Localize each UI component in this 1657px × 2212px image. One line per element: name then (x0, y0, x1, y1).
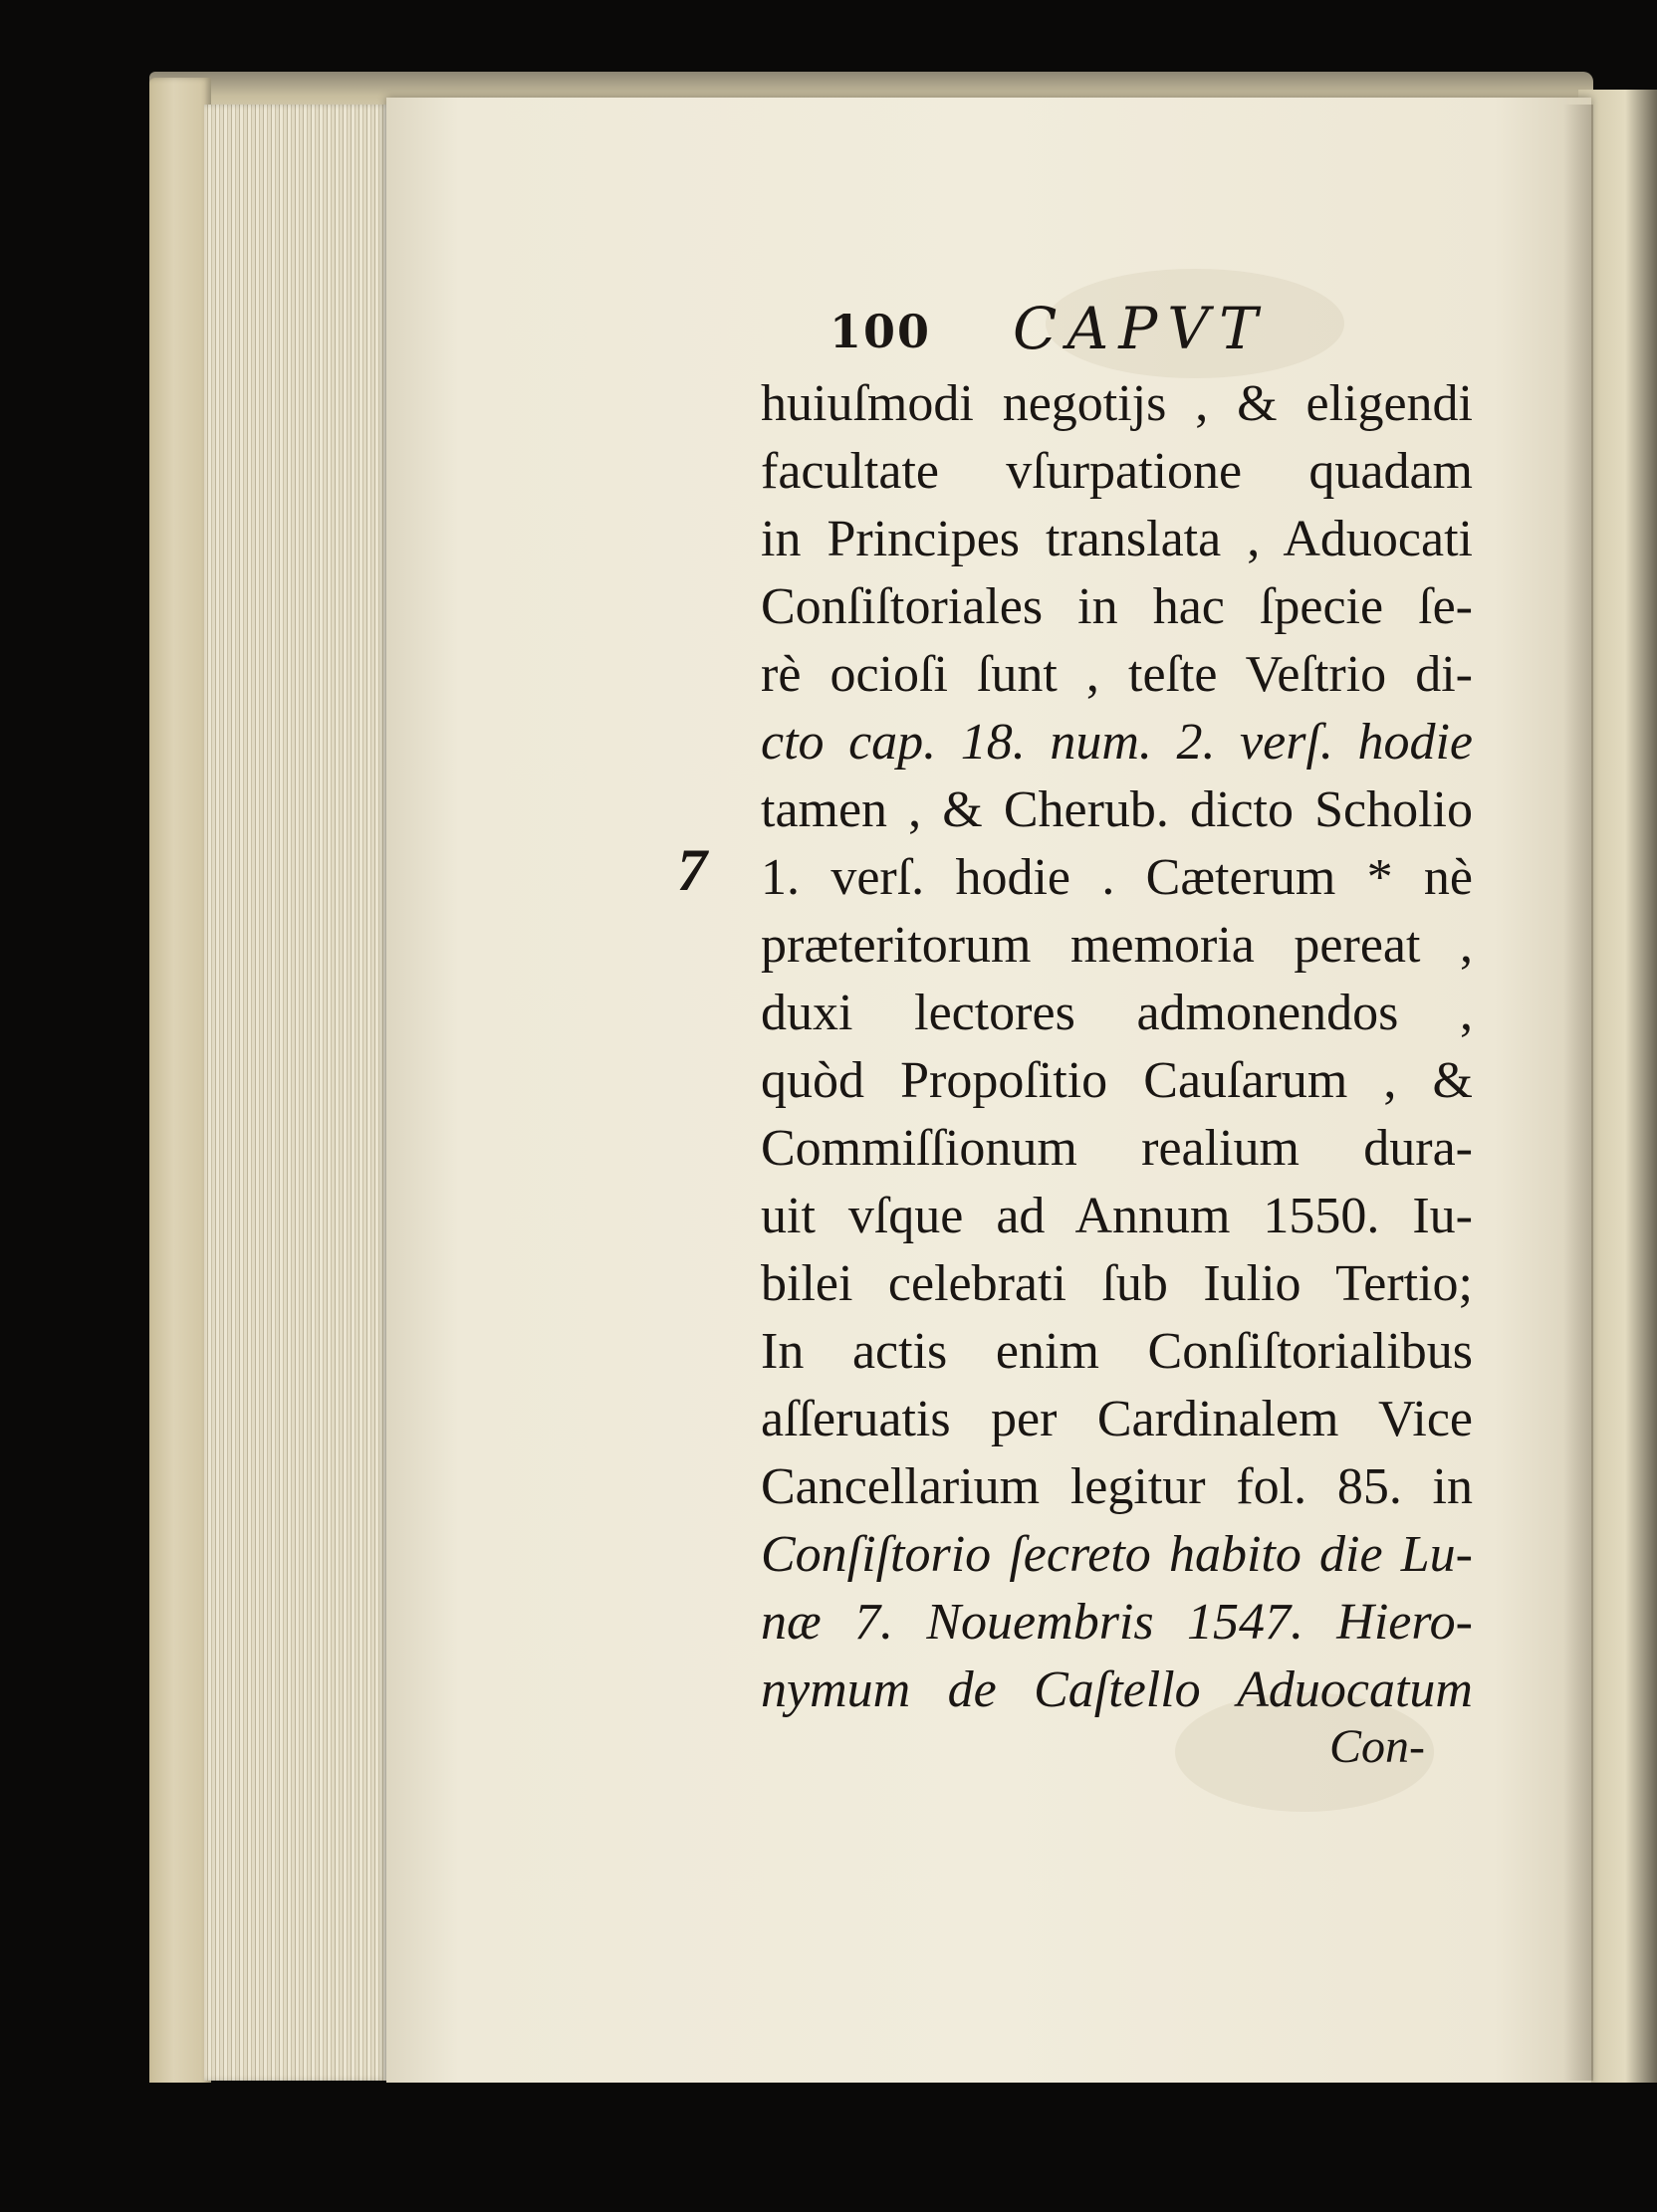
text-line: nymum de Caſtello Aduocatum (761, 1661, 1473, 1718)
text-line: Commiſſionum realium dura- (761, 1120, 1473, 1177)
text-block (761, 370, 1473, 1724)
text-line: huiuſmodi negotijs , & eligendi (761, 375, 1473, 432)
text-line: in Principes translata , Aduocati (761, 511, 1473, 567)
text-line: quòd Propoſitio Cauſarum , & (761, 1052, 1473, 1109)
text-line: tamen , & Cherub. dicto Scholio (761, 781, 1473, 838)
text-line: uit vſque ad Annum 1550. Iu- (761, 1188, 1473, 1244)
text-line: næ 7. Nouembris 1547. Hiero- (761, 1594, 1473, 1651)
bottom-background (149, 2083, 1657, 2212)
text-line: Cancellarium legitur fol. 85. in (761, 1458, 1473, 1515)
text-line: 1. verſ. hodie . Cæterum * nè (761, 849, 1473, 906)
text-line: duxi lectores admonendos , (761, 985, 1473, 1041)
text-line: In actis enim Conſiſtorialibus (761, 1323, 1473, 1380)
text-line: præteritorum memoria pereat , (761, 917, 1473, 974)
page-gutter-shadow (1563, 105, 1593, 2081)
text-line: cto cap. 18. num. 2. verſ. hodie (761, 714, 1473, 771)
page-edges (204, 105, 388, 2081)
book-cover-left (149, 78, 211, 2089)
text-line: aſſeruatis per Cardinalem Vice (761, 1391, 1473, 1447)
catchword: Con- (1329, 1720, 1425, 1773)
margin-note: 7 (677, 837, 707, 903)
text-line: facultate vſurpatione quadam (761, 443, 1473, 500)
text-line: rè ocioſi ſunt , teſte Veſtrio di- (761, 646, 1473, 703)
text-line: bilei celebrati ſub Iulio Tertio; (761, 1255, 1473, 1312)
page-number: 100 (829, 305, 932, 358)
running-head: CAPVT (1013, 295, 1268, 362)
text-line: Conſiſtoriales in hac ſpecie ſe- (761, 578, 1473, 635)
text-line: Conſiſtorio ſecreto habito die Lu- (761, 1526, 1473, 1583)
